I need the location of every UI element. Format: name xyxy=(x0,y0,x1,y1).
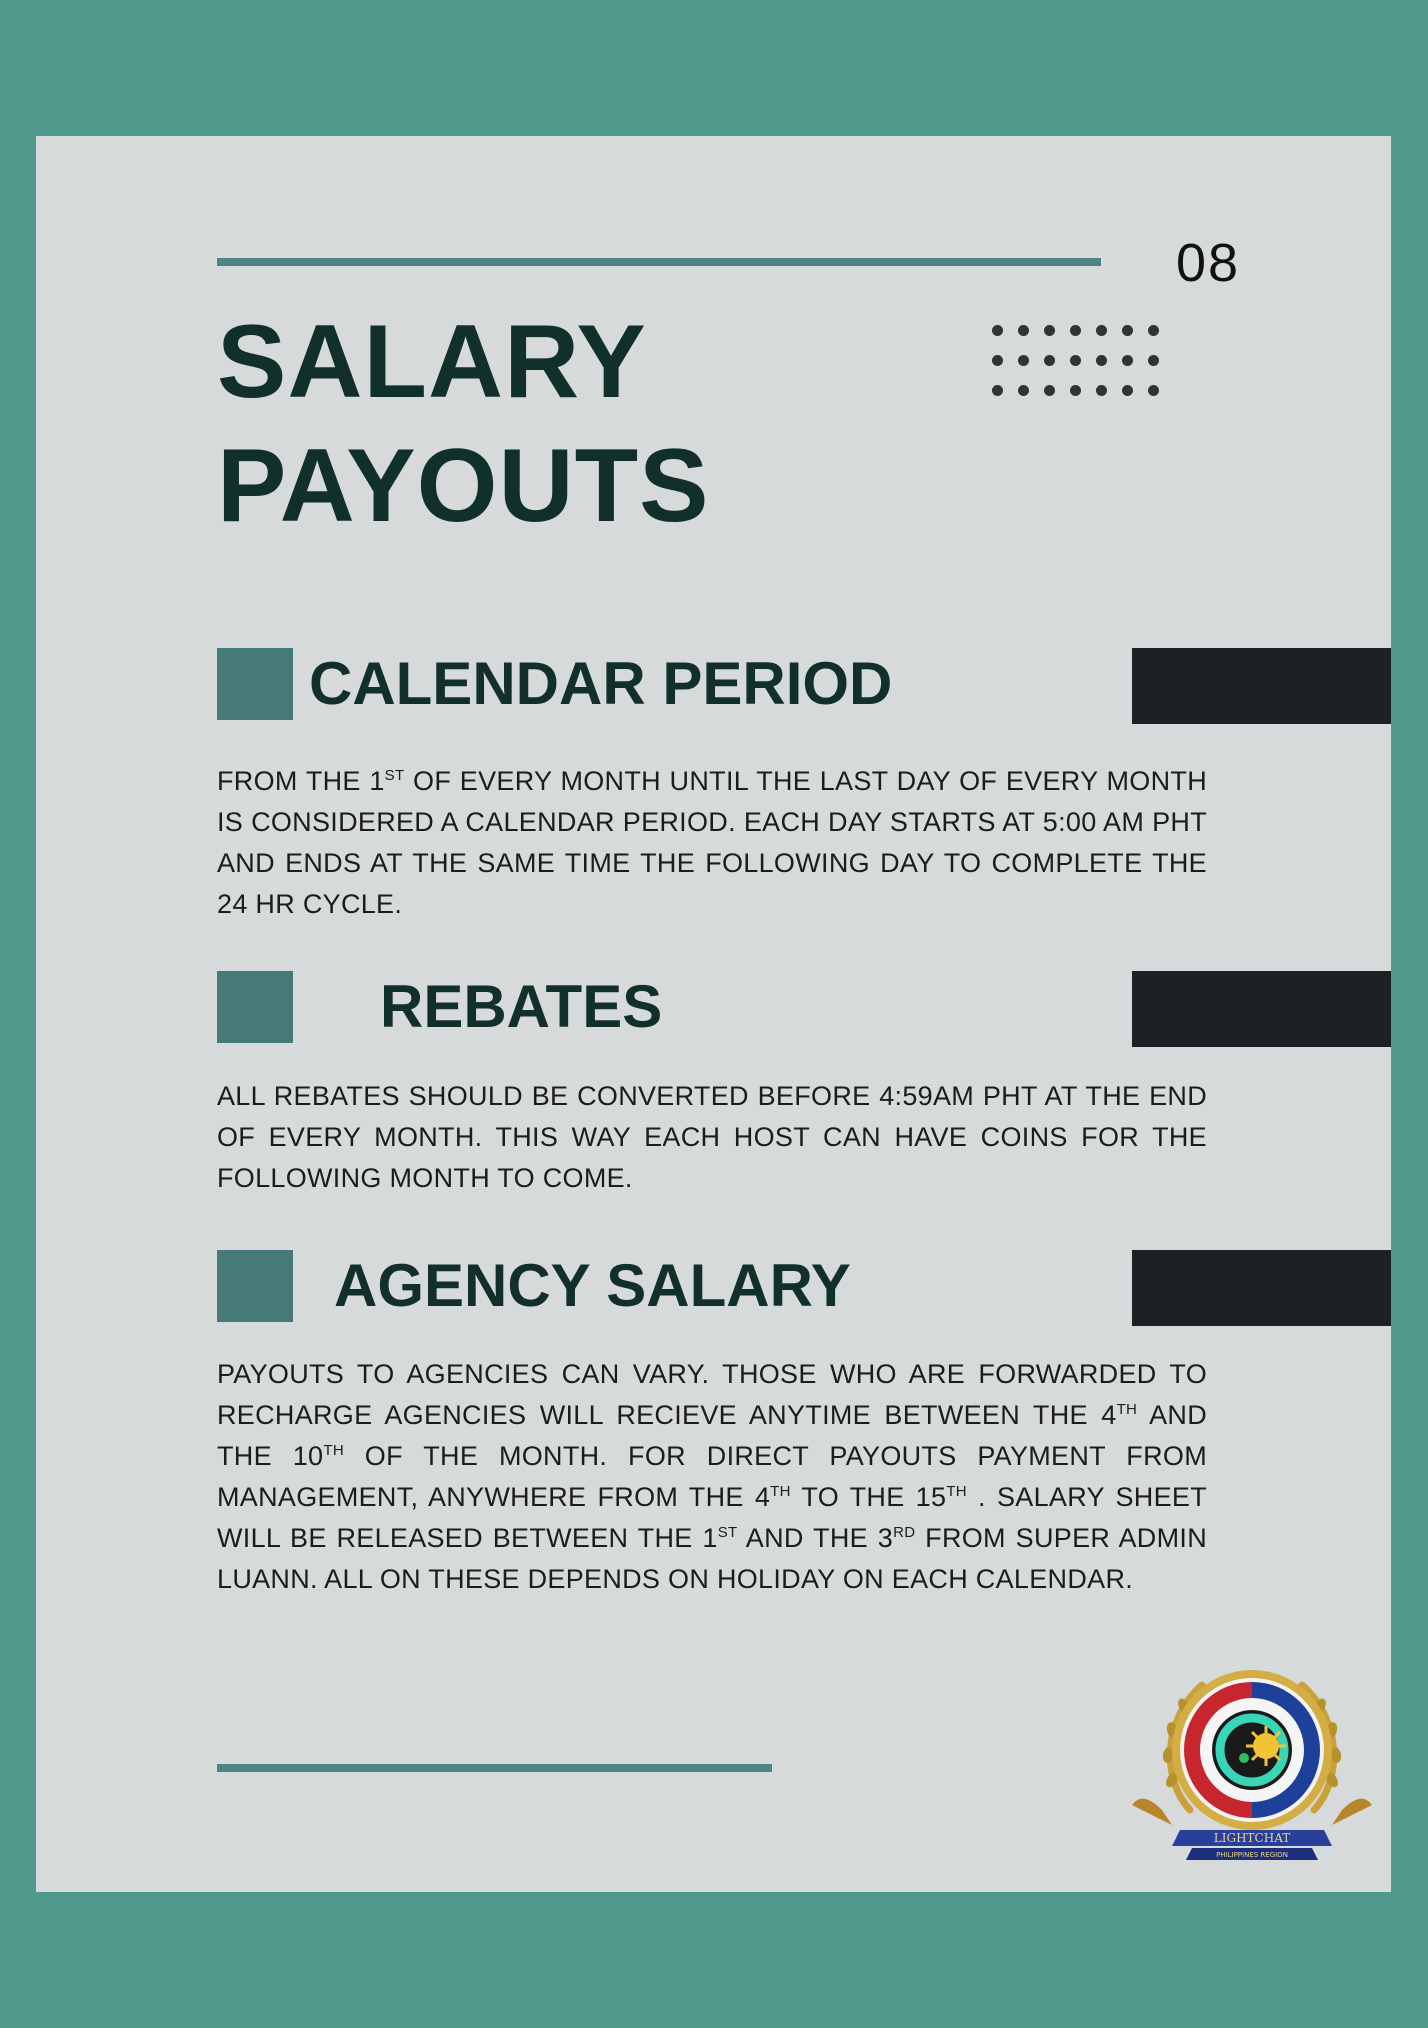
document-page xyxy=(36,136,1391,1892)
title-line-1: SALARY xyxy=(217,304,647,420)
calendar-period-marker xyxy=(217,648,293,720)
page-title xyxy=(217,300,709,548)
page-number: 08 xyxy=(1176,233,1241,293)
title-line-2: PAYOUTS xyxy=(217,428,710,544)
lightchat-emblem-logo xyxy=(1132,1640,1372,1870)
agency-salary-bar xyxy=(1132,1250,1391,1326)
svg-text:PHILIPPINES REGION: PHILIPPINES REGION xyxy=(1216,1851,1288,1859)
rebates-heading: REBATES xyxy=(380,973,663,1040)
calendar-period-text: FROM THE 1ST OF EVERY MONTH UNTIL THE LAST DAY OF EVERY MONTH IS CONSIDERED A CALENDAR PERIOD. EACH DAY STARTS AT 5:00 AM PHT AND ENDS AT THE SAME TIME THE FOLLOWING DAY TO COMPLETE THE 24 HR CYCLE. xyxy=(217,766,1207,919)
calendar-period-heading: CALENDAR PERIOD xyxy=(309,650,893,717)
calendar-period-bar xyxy=(1132,648,1391,724)
rebates-marker xyxy=(217,971,293,1043)
rebates-bar xyxy=(1132,971,1391,1047)
agency-salary-marker xyxy=(217,1250,293,1322)
top-divider xyxy=(217,258,1101,266)
dot-pattern xyxy=(992,325,1172,397)
svg-text:LIGHTCHAT: LIGHTCHAT xyxy=(1213,1831,1291,1845)
rebates-text: ALL REBATES SHOULD BE CONVERTED BEFORE 4:59AM PHT AT THE END OF EVERY MONTH. THIS WAY EACH HOST CAN HAVE COINS FOR THE FOLLOWING MONTH TO COME. xyxy=(217,1081,1207,1193)
agency-salary-heading: AGENCY SALARY xyxy=(334,1252,851,1319)
agency-salary-text: PAYOUTS TO AGENCIES CAN VARY. THOSE WHO ARE FORWARDED TO RECHARGE AGENCIES WILL RECIEVE ANYTIME BETWEEN THE 4TH AND THE 10TH OF THE MONTH. FOR DIRECT PAYOUTS PAYMENT FROM MANAGEMENT, ANYWHERE FROM THE 4TH TO THE 15TH . SALARY SHEET WILL BE RELEASED BETWEEN THE 1ST AND THE 3RD FROM SUPER ADMIN LUANN. ALL ON THESE DEPENDS ON HOLIDAY ON EACH CALENDAR. xyxy=(217,1359,1207,1594)
bottom-divider xyxy=(217,1764,772,1772)
